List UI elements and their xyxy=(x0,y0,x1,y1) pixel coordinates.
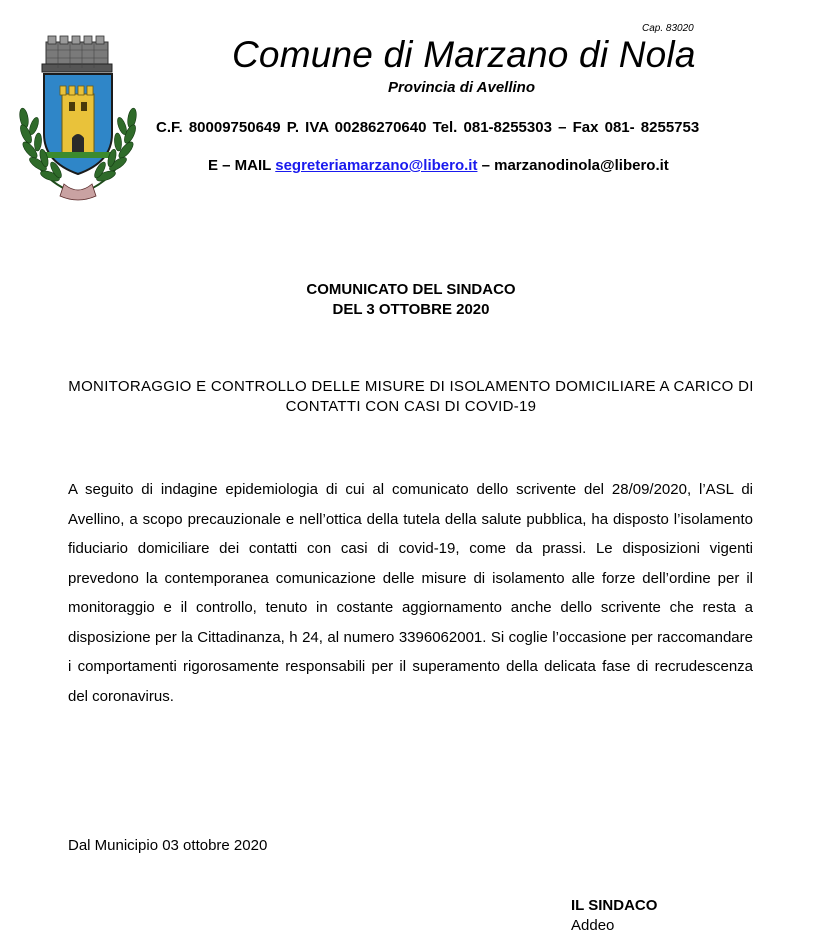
municipal-crest-icon xyxy=(12,34,144,202)
signer-title: IL SINDACO xyxy=(571,897,658,914)
body-paragraph: A seguito di indagine epidemiologia di cui al comunicato dello scrivente del 28/09/2020, l’ASL di Avellino, a scopo precauzionale e nell’ottica della tutela della salute pubblica, ha disposto l’isolamento fiduciario domiciliare dei contatti con casi di covid-19, come da prassi. Le disposizioni vigenti prevedono la contemporanea comunicazione delle misure di isolamento alle forze dell’ordine per il monitoraggio e il controllo, tenuto in costante aggiornamento anche dello scrivente che resta a disposizione per la Cittadinanza, h 24, al numero 3396062001. Si coglie l’occasione per raccomandare i comportamenti rigorosamente responsabili per il superamento della delicata fase di recrudescenza del coronavirus. xyxy=(68,481,753,705)
communique-heading-line2: DEL 3 OTTOBRE 2020 xyxy=(332,301,490,318)
communique-heading-line1: COMUNICATO DEL SINDACO xyxy=(306,281,516,298)
provincia-subtitle: Provincia di Avellino xyxy=(388,79,535,96)
place-date: Dal Municipio 03 ottobre 2020 xyxy=(68,837,268,854)
email-link[interactable]: segreteriamarzano@libero.it xyxy=(275,157,478,174)
email-prefix: E – MAIL xyxy=(208,157,276,174)
ribbon-icon xyxy=(60,184,96,200)
communique-heading xyxy=(0,280,822,320)
contact-line: C.F. 80009750649 P. IVA 00286270640 Tel. 081-8255303 – Fax 081- 8255753 xyxy=(156,119,700,136)
subject-heading: MONITORAGGIO E CONTROLLO DELLE MISURE DI ISOLAMENTO DOMICILIARE A CARICO DI CONTATTI CON CASI DI COVID-19 xyxy=(68,378,754,415)
signer-name: Addeo xyxy=(571,917,615,934)
cap-code: Cap. 83020 xyxy=(642,23,694,34)
crown-icon xyxy=(42,36,112,72)
page-title: Comune di Marzano di Nola xyxy=(232,34,696,75)
email-suffix: – marzanodinola@libero.it xyxy=(477,157,669,174)
shield-icon xyxy=(44,74,112,174)
email-line xyxy=(208,157,669,174)
